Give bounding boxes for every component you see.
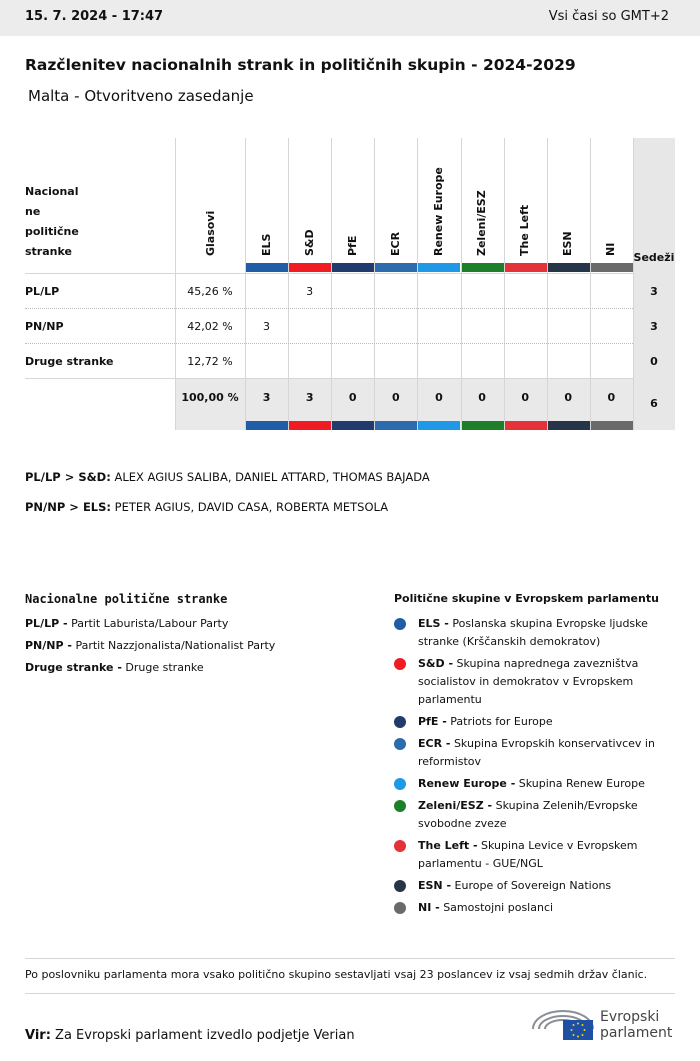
vote-share: 42,02 % [187, 320, 233, 333]
seat-breakdown-table [25, 138, 675, 430]
party-label: PN/NP [25, 320, 64, 333]
group-color-bar [375, 421, 417, 430]
seat-cell: 3 [263, 320, 271, 333]
group-legend-item: ECR - Skupina Evropskih konservativcev in reformistov [394, 735, 674, 771]
row-divider [25, 308, 633, 309]
row-header-label [25, 182, 95, 262]
total-votes: 100,00 % [181, 391, 239, 404]
group-legend-item: The Left - Skupina Levice v Evropskem parlamentu - GUE/NGL [394, 837, 674, 873]
group-header: ELS [259, 233, 273, 256]
party-label: PL/LP [25, 285, 60, 298]
group-color-bar [332, 421, 374, 430]
row-header-line: politične [25, 225, 79, 238]
seats-column-bg [633, 138, 675, 430]
total-seat-cell: 0 [435, 391, 443, 404]
seats-total: 0 [650, 355, 658, 368]
row-divider [25, 378, 633, 379]
group-header: The Left [518, 204, 532, 256]
column-divider [590, 138, 591, 430]
group-legend-item: S&D - Skupina naprednega zavezništva socialistov in demokratov v Evropskem parlamentu [394, 655, 674, 709]
group-color-bar [246, 263, 288, 272]
group-header: Zeleni/ESZ [475, 190, 489, 256]
group-color-bar [289, 263, 331, 272]
group-color-bar [591, 421, 633, 430]
group-header: PfE [345, 235, 359, 256]
footnote: Po poslovniku parlamenta mora vsako politično skupino sestavljati vsaj 23 poslancev iz vsaj sedmih držav članic. [25, 968, 648, 981]
group-header: ECR [388, 231, 402, 256]
party-legend-item: Druge stranke - Druge stranke [25, 661, 204, 674]
party-legend-item: PL/LP - Partit Laburista/Labour Party [25, 617, 229, 630]
row-divider [25, 343, 633, 344]
group-color-bar [332, 263, 374, 272]
column-divider [288, 138, 289, 430]
total-seat-cell: 3 [262, 391, 271, 404]
source-line: Vir: Za Evropski parlament izvedlo podjetje Verian [25, 1028, 355, 1043]
total-seat-cell: 0 [521, 391, 529, 404]
parliament-hemicycle-icon [529, 1003, 597, 1043]
seats-total: 3 [650, 285, 658, 298]
group-color-dot [394, 902, 406, 914]
group-color-dot [394, 840, 406, 852]
page-title: Razčlenitev nacionalnih strank in političnih skupin - 2024-2029 [25, 56, 576, 74]
group-color-dot [394, 778, 406, 790]
group-color-bar [548, 263, 590, 272]
group-color-bar [418, 263, 460, 272]
group-color-bar [246, 421, 288, 430]
group-header: S&D [302, 229, 316, 256]
group-color-bar [462, 263, 504, 272]
group-legend-item: PfE - Patriots for Europe [394, 713, 674, 731]
divider [25, 993, 675, 994]
party-legend-item: PN/NP - Partit Nazzjonalista/Nationalist Party [25, 639, 276, 652]
total-seat-cell: 0 [392, 391, 400, 404]
group-legend-item: ESN - Europe of Sovereign Nations [394, 877, 674, 895]
total-seat-cell: 0 [607, 391, 616, 404]
group-legend-item: Renew Europe - Skupina Renew Europe [394, 775, 674, 793]
column-divider [504, 138, 505, 430]
group-legend-item: Zeleni/ESZ - Skupina Zelenih/Evropske svobodne zveze [394, 797, 674, 833]
divider [25, 958, 675, 959]
column-divider [245, 138, 246, 430]
political-groups-heading: Politične skupine v Evropskem parlamentu [394, 592, 659, 605]
group-legend-item: NI - Samostojni poslanci [394, 899, 674, 917]
column-divider [417, 138, 418, 430]
group-color-bar [289, 421, 331, 430]
row-header-line: stranke [25, 245, 72, 258]
allocation-line: PL/LP > S&D: ALEX AGIUS SALIBA, DANIEL ATTARD, THOMAS BAJADA [25, 470, 430, 484]
page-subtitle: Malta - Otvoritveno zasedanje [28, 87, 254, 105]
timestamp: 15. 7. 2024 - 17:47 [25, 9, 164, 24]
column-divider [547, 138, 548, 430]
group-header: NI [604, 242, 618, 256]
group-color-bar [548, 421, 590, 430]
column-divider [461, 138, 462, 430]
group-legend-item: ELS - Poslanska skupina Evropske ljudske stranke (Krščanskih demokratov) [394, 615, 674, 651]
allocation-line: PN/NP > ELS: PETER AGIUS, DAVID CASA, ROBERTA METSOLA [25, 500, 389, 514]
group-color-dot [394, 716, 406, 728]
seats-header: Sedeži [633, 251, 675, 264]
top-bar [0, 0, 700, 36]
total-seats: 6 [650, 397, 658, 410]
group-color-dot [394, 658, 406, 670]
total-seat-cell: 0 [348, 391, 357, 404]
row-header-line: Nacional [25, 185, 79, 198]
total-seat-cell: 0 [478, 391, 486, 404]
timezone-note: Vsi časi so GMT+2 [548, 9, 669, 24]
votes-header: Glasovi [204, 210, 217, 256]
column-divider [374, 138, 375, 430]
group-color-dot [394, 800, 406, 812]
column-divider [331, 138, 332, 430]
group-color-bar [591, 263, 633, 272]
vote-share: 45,26 % [187, 285, 233, 298]
european-parliament-logo: Evropski parlament [529, 1003, 679, 1043]
group-color-bar [505, 421, 547, 430]
group-color-bar [505, 263, 547, 272]
row-header-line: ne [25, 205, 41, 218]
group-color-bar [375, 263, 417, 272]
column-divider [175, 138, 176, 430]
vote-share: 12,72 % [187, 355, 233, 368]
row-divider [25, 273, 633, 274]
group-color-bar [462, 421, 504, 430]
group-header: ESN [561, 231, 575, 256]
total-seat-cell: 0 [564, 391, 573, 404]
total-seat-cell: 3 [305, 391, 314, 404]
group-color-bar [418, 421, 460, 430]
seats-total: 3 [650, 320, 658, 333]
group-header: Renew Europe [431, 167, 445, 256]
column-divider [633, 138, 634, 430]
national-parties-heading: Nacionalne politične stranke [25, 592, 228, 606]
group-color-dot [394, 880, 406, 892]
group-color-dot [394, 618, 406, 630]
group-color-dot [394, 738, 406, 750]
seat-cell: 3 [306, 285, 314, 298]
party-label: Druge stranke [25, 355, 114, 368]
